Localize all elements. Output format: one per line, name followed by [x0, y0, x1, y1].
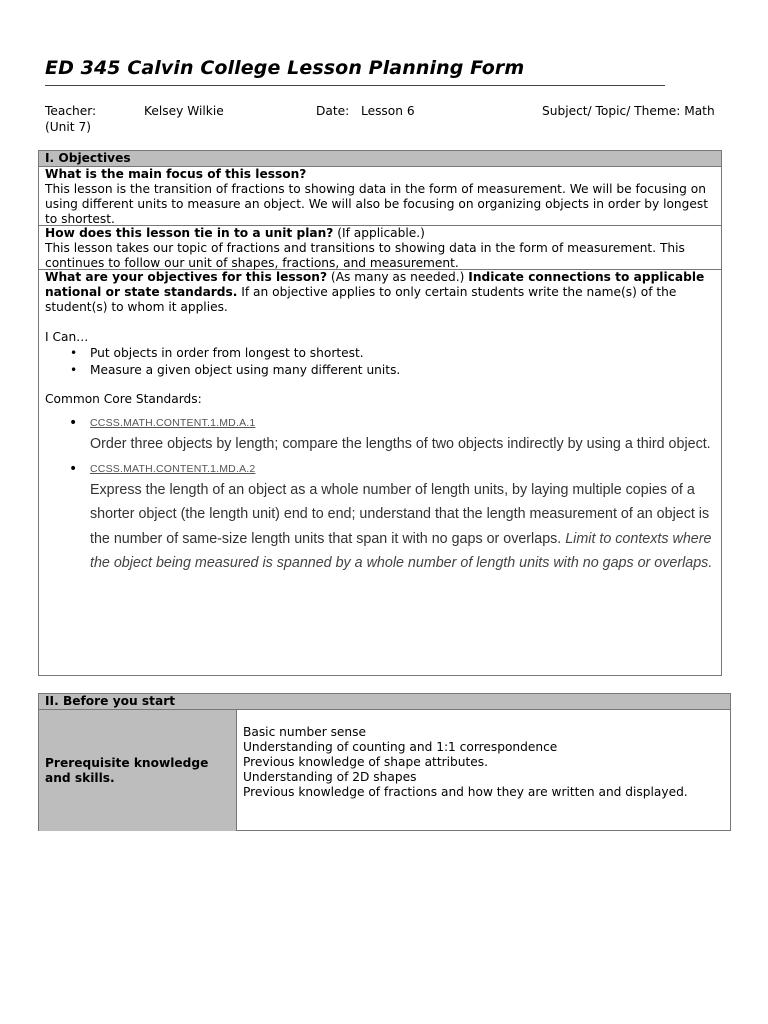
list-item: Previous knowledge of shape attributes. — [243, 755, 488, 769]
before-heading: II. Before you start — [39, 694, 730, 710]
bullet-icon: • — [69, 415, 78, 431]
ican-list — [45, 345, 715, 379]
obj-standards-bold: Indicate connections to applicable national or state standards. — [45, 270, 705, 299]
unit-answer: This lesson takes our topic of fractions and transitions to showing data in the form of measurement. This continues to follow our unit of shapes, fractions, and measurement. — [45, 241, 685, 270]
focus-answer: This lesson is the transition of fractions to showing data in the form of measurement. We will be focusing on using different units to measure an object. We will also be focusing on organizing objects in order by longest to shortest. — [45, 182, 708, 226]
bullet-icon: • — [69, 460, 78, 477]
standard-item — [45, 460, 715, 576]
standard-text-italic: Limit to contexts where the object being measured is spanned by a whole number of length units with no gaps or overlaps. — [90, 530, 713, 571]
subject-label: Subject/ Topic/ Theme: Math — [542, 104, 715, 118]
date-label: Date: — [316, 104, 350, 118]
objectives-heading: I. Objectives — [39, 151, 721, 167]
objectives-block — [39, 270, 721, 576]
subject-continuation: (Unit 7) — [45, 120, 91, 134]
list-item: Understanding of counting and 1:1 correspondence — [243, 740, 558, 754]
standard-item — [45, 414, 715, 457]
standard-text — [90, 432, 715, 457]
list-item: Basic number sense — [243, 725, 366, 739]
prerequisite-label: Prerequisite knowledge and skills. — [39, 710, 237, 831]
obj-question-note: (As many as needed.) — [327, 270, 469, 284]
standards-label: Common Core Standards: — [45, 392, 202, 406]
unit-plan-block — [39, 226, 721, 270]
page-title: ED 345 Calvin College Lesson Planning Form — [45, 57, 525, 79]
prerequisite-list — [237, 710, 694, 831]
list-item: • Put objects in order from longest to shortest. — [90, 345, 715, 362]
focus-question: What is the main focus of this lesson? — [45, 167, 307, 181]
list-item: Understanding of 2D shapes — [243, 770, 417, 784]
focus-block — [39, 167, 721, 226]
list-item: Previous knowledge of fractions and how they are written and displayed. — [243, 785, 688, 799]
unit-question-note: (If applicable.) — [333, 226, 425, 240]
obj-question-bold: What are your objectives for this lesson? — [45, 270, 328, 284]
standard-code-link[interactable]: CCSS.MATH.CONTENT.1.MD.A.1 — [90, 417, 256, 429]
before-you-start-section — [38, 693, 731, 831]
standard-text — [90, 478, 715, 576]
standard-text-main: Order three objects by length; compare the lengths of two objects indirectly by using a third object. — [90, 436, 711, 452]
objectives-question — [45, 270, 715, 315]
title-underline — [45, 85, 665, 86]
teacher-label: Teacher: — [45, 104, 97, 118]
standard-text-main: Express the length of an object as a whole number of length units, by laying multiple copies of a shorter object (the length unit) end to end; understand that the length measurement of an object is the number of same-size length units that span it with no gaps or overlaps. — [90, 481, 710, 547]
teacher-name: Kelsey Wilkie — [144, 104, 224, 118]
date-value: Lesson 6 — [361, 104, 415, 118]
standard-code-link[interactable]: CCSS.MATH.CONTENT.1.MD.A.2 — [90, 462, 256, 475]
standards-list — [45, 414, 715, 576]
unit-question: How does this lesson tie in to a unit plan? — [45, 226, 334, 240]
obj-question-tail: If an objective applies to only certain students write the name(s) of the student(s) to whom it applies. — [45, 285, 677, 314]
ican-label: I Can… — [45, 330, 89, 344]
list-item: • Measure a given object using many different units. — [90, 362, 715, 379]
objectives-section — [38, 150, 722, 676]
